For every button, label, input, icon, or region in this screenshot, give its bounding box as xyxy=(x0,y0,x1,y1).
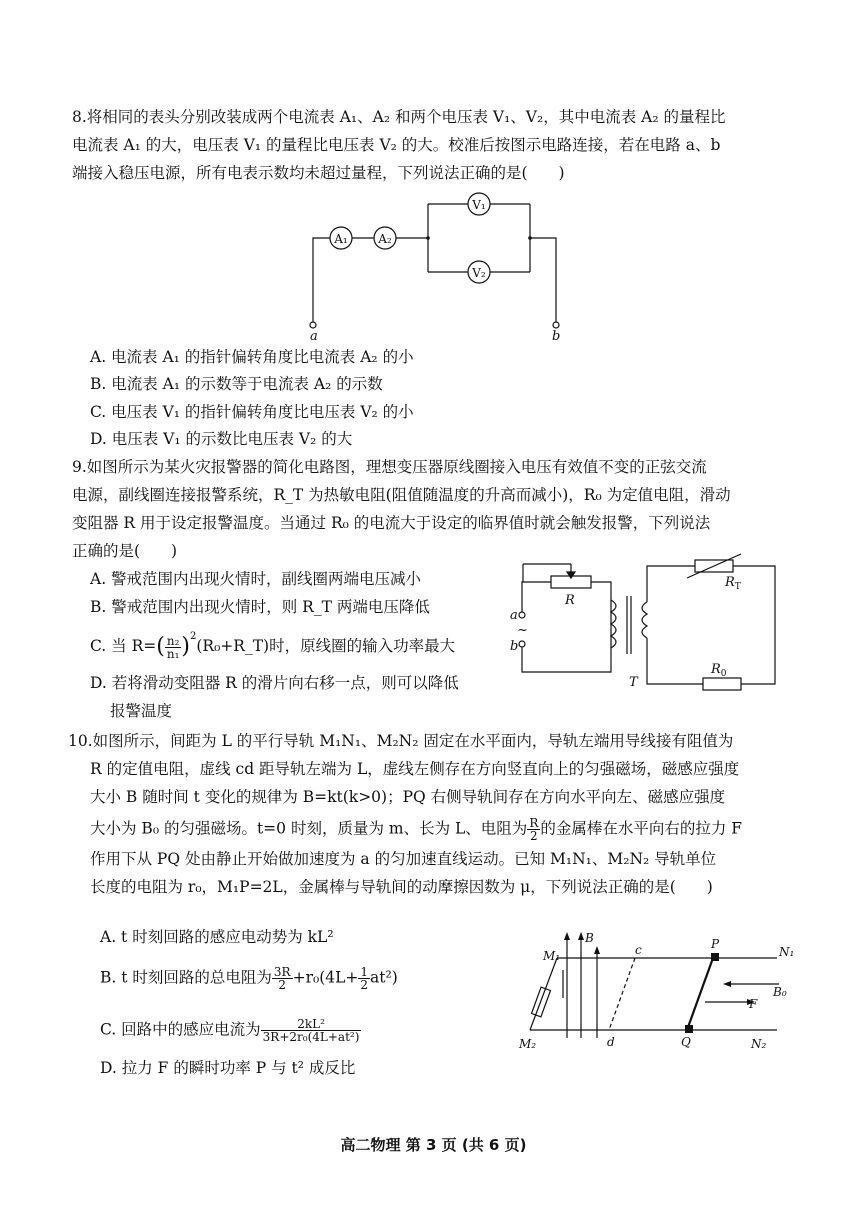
q10-option-b xyxy=(100,966,398,991)
thermistor-rt-subscript: T xyxy=(734,582,741,592)
input-terminal-a-label: a xyxy=(510,608,518,623)
q9-option-d-line1: D. 若将滑动变阻器 R 的滑片向右移一点，则可以降低 xyxy=(90,674,459,692)
q9-stem-line1: 9.如图所示为某火灾报警器的简化电路图，理想变压器原线圈接入电压有效值不变的正弦交流 xyxy=(72,458,707,476)
q10-stem-line4-suffix: 的金属棒在水平向右的拉力 F xyxy=(540,819,743,838)
q8-stem-line1: 8.将相同的表头分别改装成两个电流表 A₁、A₂ 和两个电压表 V₁、V₂，其中电流表 A₂ 的量程比 xyxy=(72,108,726,126)
q10-option-b-fraction1-denominator: 2 xyxy=(278,978,287,992)
q8-option-d: D. 电压表 V₁ 的示数比电压表 V₂ 的大 xyxy=(90,430,353,448)
q9-stem-line4: 正确的是( ) xyxy=(72,542,178,560)
terminal-a-label: a xyxy=(310,329,318,344)
q10-option-c-denominator: 3R+2r₀(4L+at²) xyxy=(262,1030,360,1044)
rail-m1-label: M₁ xyxy=(543,949,561,963)
q10-option-b-fraction1-numerator: 3R xyxy=(273,965,291,979)
q9-option-c-ratio-denominator: n₁ xyxy=(166,646,180,661)
ammeter-a2-label: A₂ xyxy=(378,232,392,246)
field-b0-label: B₀ xyxy=(773,985,787,999)
q9-option-c-prefix: C. 当 R= xyxy=(90,637,157,655)
q10-option-b-suffix: at²) xyxy=(370,968,398,987)
q10-option-d: D. 拉力 F 的瞬时功率 P 与 t² 成反比 xyxy=(100,1059,356,1077)
q10-option-b-middle: +r₀(4L+ xyxy=(292,968,359,987)
q10-rail-diagram xyxy=(515,930,795,1050)
q10-option-c-prefix: C. 回路中的感应电流为 xyxy=(100,1020,261,1039)
q9-option-c: C. 当 R=( $\frac{\text{n₂}}{\text{n₁}}$ )$^2$(R₀+R_T)时，原线圈的输入功率最大 xyxy=(90,631,456,661)
q10-option-a: A. t 时刻回路的感应电动势为 kL² xyxy=(100,928,334,946)
q10-stem-line4 xyxy=(90,817,742,842)
point-p-label: P xyxy=(711,937,720,951)
q8-circuit-diagram xyxy=(300,190,580,344)
q10-rod-resistance-fraction xyxy=(527,817,540,842)
q9-stem-line2: 电源，副线圈连接报警系统，R_T 为热敏电阻(阻值随温度的升高而减小)，R₀ 为定值电阻，滑动 xyxy=(72,486,731,504)
q10-stem-line5: 作用下从 PQ 处由静止开始做加速度为 a 的匀加速直线运动。已知 M₁N₁、M₂N₂ 导轨单位 xyxy=(90,850,717,868)
ac-source-symbol: ~ xyxy=(517,623,528,638)
point-q-label: Q xyxy=(681,1035,691,1049)
transformer-t-label: T xyxy=(629,675,638,690)
q9-option-b: B. 警戒范围内出现火情时，则 R_T 两端电压降低 xyxy=(90,598,430,616)
force-f-label: F xyxy=(749,997,758,1011)
q8-option-b: B. 电流表 A₁ 的示数等于电流表 A₂ 的示数 xyxy=(90,375,383,393)
point-c-label: c xyxy=(635,943,642,957)
q9-option-c-ratio xyxy=(165,635,182,660)
point-d-label: d xyxy=(607,1035,615,1049)
q9-option-d-line2: 报警温度 xyxy=(110,702,173,720)
q10-option-b-fraction1 xyxy=(272,966,293,991)
field-b-label: B xyxy=(585,931,594,945)
q9-transformer-circuit xyxy=(505,552,785,697)
resistor-r0-subscript: 0 xyxy=(720,669,727,679)
ammeter-a1-label: A₁ xyxy=(334,232,348,246)
q10-stem-line4-prefix: 大小为 B₀ 的匀强磁场。t=0 时刻，质量为 m、长为 L、电阻为 xyxy=(90,819,528,838)
q10-option-c-fraction xyxy=(261,1018,362,1043)
q8-stem-line2: 电流表 A₁ 的大，电压表 V₁ 的量程比电压表 V₂ 的大。校准后按图示电路连接，若在电路 a、b xyxy=(72,136,721,154)
rail-n2-label: N₂ xyxy=(751,1037,767,1051)
q9-option-a: A. 警戒范围内出现火情时，副线圈两端电压减小 xyxy=(90,570,422,588)
resistor-r0-letter: R xyxy=(711,662,721,677)
input-terminal-b-label: b xyxy=(510,639,519,654)
q10-rod-resistance-numerator: R xyxy=(529,816,539,830)
q9-option-c-suffix: (R₀+R_T)时，原线圈的输入功率最大 xyxy=(196,637,456,655)
page-footer: 高二物理 第 3 页 (共 6 页) xyxy=(340,1136,527,1154)
q10-stem-line3: 大小 B 随时间 t 变化的规律为 B=kt(k>0)；PQ 右侧导轨间存在方向水平向左、磁感应强度 xyxy=(90,788,726,806)
terminal-b-label: b xyxy=(552,329,561,344)
q8-stem-line3: 端接入稳压电源，所有电表示数均未超过量程，下列说法正确的是( ) xyxy=(72,164,565,182)
q10-option-c-numerator: 2kL² xyxy=(261,1018,362,1031)
resistor-r0-label xyxy=(710,662,727,679)
q10-stem-line6: 长度的电阻为 r₀，M₁P=2L，金属棒与导轨间的动摩擦因数为 μ，下列说法正确的是( ) xyxy=(90,878,713,896)
rail-n1-label: N₁ xyxy=(779,945,795,959)
q9-option-c-ratio-numerator: n₂ xyxy=(166,633,180,648)
q10-rod-resistance-denominator: 2 xyxy=(530,829,538,843)
q10-option-b-fraction2-numerator: 1 xyxy=(360,965,369,979)
thermistor-rt-label xyxy=(724,575,741,592)
q10-option-b-fraction2-denominator: 2 xyxy=(360,978,369,992)
q10-option-c xyxy=(100,1018,361,1043)
q10-option-b-fraction2 xyxy=(358,966,370,991)
voltmeter-v1-label: V₁ xyxy=(472,198,486,212)
q8-option-c: C. 电压表 V₁ 的指针偏转角度比电压表 V₂ 的小 xyxy=(90,403,414,421)
thermistor-rt-letter: R xyxy=(725,575,735,590)
rail-m2-label: M₂ xyxy=(519,1037,537,1051)
rheostat-r-label: R xyxy=(565,593,575,608)
q10-option-b-prefix: B. t 时刻回路的总电阻为 xyxy=(100,968,272,987)
voltmeter-v2-label: V₂ xyxy=(472,266,486,280)
q9-stem-line3: 变阻器 R 用于设定报警温度。当通过 R₀ 的电流大于设定的临界值时就会触发报警，下列说法 xyxy=(72,514,711,532)
q10-stem-line2: R 的定值电阻，虚线 cd 距导轨左端为 L，虚线左侧存在方向竖直向上的匀强磁场，磁感应强度 xyxy=(90,760,740,778)
q8-option-a: A. 电流表 A₁ 的指针偏转角度比电流表 A₂ 的小 xyxy=(90,348,414,366)
q10-stem-line1: 10.如图所示，间距为 L 的平行导轨 M₁N₁、M₂N₂ 固定在水平面内，导轨左端用导线接有阻值为 xyxy=(68,732,734,750)
